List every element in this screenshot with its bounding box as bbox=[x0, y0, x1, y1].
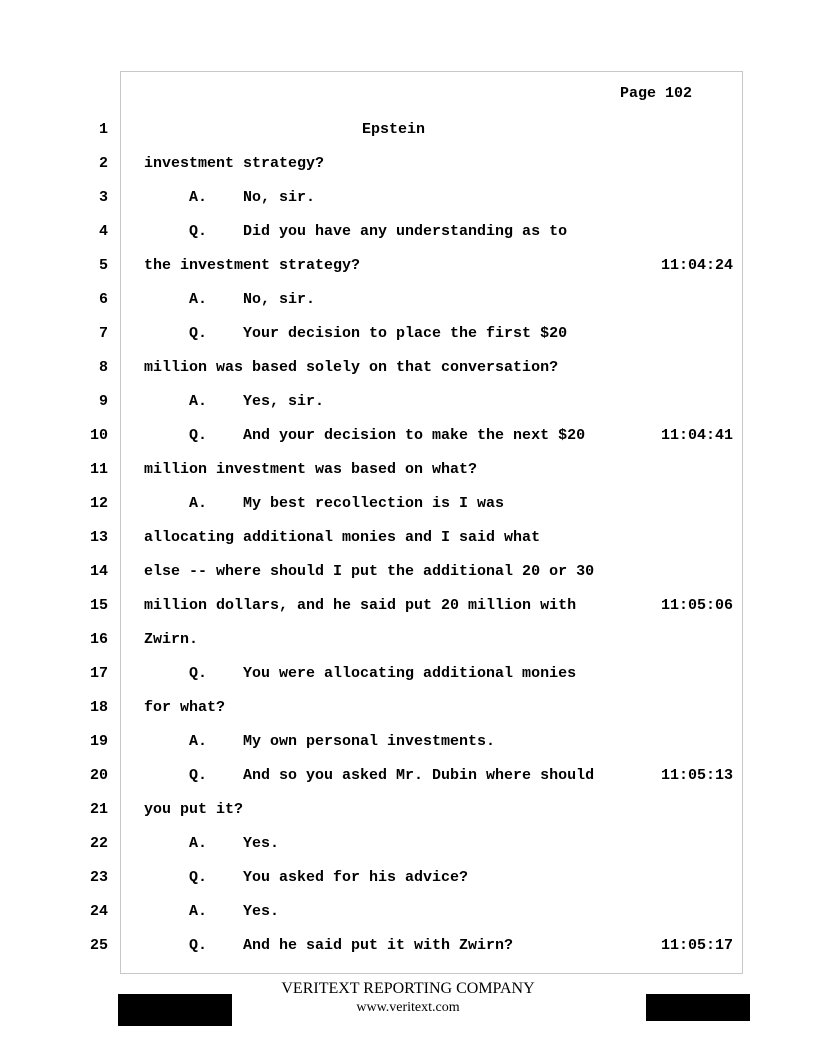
page-number: Page 102 bbox=[620, 85, 693, 102]
transcript-line bbox=[0, 291, 816, 311]
transcript-line bbox=[0, 529, 816, 549]
transcript-line bbox=[0, 461, 816, 481]
line-text: A. Yes. bbox=[144, 835, 280, 852]
transcript-line bbox=[0, 427, 816, 447]
transcript-line bbox=[0, 121, 816, 141]
transcript-line bbox=[0, 903, 816, 923]
line-number: 20 bbox=[89, 767, 108, 784]
footer-url: www.veritext.com bbox=[356, 1000, 460, 1015]
transcript-line bbox=[0, 937, 816, 957]
transcript-line bbox=[0, 189, 816, 209]
line-text: investment strategy? bbox=[144, 155, 325, 172]
line-number: 22 bbox=[89, 835, 108, 852]
line-number: 1 bbox=[98, 121, 108, 138]
line-number: 7 bbox=[98, 325, 108, 342]
line-text: A. My best recollection is I was bbox=[144, 495, 505, 512]
line-text: allocating additional monies and I said what bbox=[144, 529, 541, 546]
footer-company: VERITEXT REPORTING COMPANY bbox=[281, 980, 535, 997]
line-number: 25 bbox=[89, 937, 108, 954]
line-text: Q. Did you have any understanding as to bbox=[144, 223, 568, 240]
line-text: A. No, sir. bbox=[144, 291, 316, 308]
transcript-line bbox=[0, 393, 816, 413]
line-number: 8 bbox=[98, 359, 108, 376]
transcript-line bbox=[0, 597, 816, 617]
line-text: Q. You asked for his advice? bbox=[144, 869, 469, 886]
line-text: Q. And he said put it with Zwirn? bbox=[144, 937, 514, 954]
line-text: A. Yes. bbox=[144, 903, 280, 920]
transcript-line bbox=[0, 359, 816, 379]
line-text: A. My own personal investments. bbox=[144, 733, 496, 750]
line-number: 18 bbox=[89, 699, 108, 716]
transcript-line bbox=[0, 495, 816, 515]
line-text: Q. And your decision to make the next $20 bbox=[144, 427, 586, 444]
line-number: 10 bbox=[89, 427, 108, 444]
line-text: A. Yes, sir. bbox=[144, 393, 325, 410]
line-number: 2 bbox=[98, 155, 108, 172]
line-number: 12 bbox=[89, 495, 108, 512]
transcript-line bbox=[0, 257, 816, 277]
transcript-line bbox=[0, 325, 816, 345]
line-text: for what? bbox=[144, 699, 226, 716]
line-number: 13 bbox=[89, 529, 108, 546]
line-number: 17 bbox=[89, 665, 108, 682]
transcript-line bbox=[0, 699, 816, 719]
timestamp: 11:05:06 bbox=[661, 597, 734, 614]
timestamp: 11:04:41 bbox=[661, 427, 734, 444]
timestamp: 11:04:24 bbox=[661, 257, 734, 274]
timestamp: 11:05:17 bbox=[661, 937, 734, 954]
transcript-line bbox=[0, 563, 816, 583]
line-text: Q. And so you asked Mr. Dubin where should bbox=[144, 767, 595, 784]
transcript-line bbox=[0, 223, 816, 243]
line-number: 4 bbox=[98, 223, 108, 240]
line-text: else -- where should I put the additional 20 or 30 bbox=[144, 563, 595, 580]
transcript-line bbox=[0, 733, 816, 753]
line-text: Q. Your decision to place the first $20 bbox=[144, 325, 568, 342]
line-number: 9 bbox=[98, 393, 108, 410]
line-text: Q. You were allocating additional monies bbox=[144, 665, 577, 682]
transcript-line bbox=[0, 869, 816, 889]
line-text: Epstein bbox=[362, 121, 426, 138]
transcript-line bbox=[0, 665, 816, 685]
line-text: the investment strategy? bbox=[144, 257, 361, 274]
line-number: 24 bbox=[89, 903, 108, 920]
transcript-line bbox=[0, 835, 816, 855]
line-text: Zwirn. bbox=[144, 631, 199, 648]
redaction-box-left bbox=[118, 994, 232, 1026]
line-number: 6 bbox=[98, 291, 108, 308]
transcript-line bbox=[0, 767, 816, 787]
transcript-line bbox=[0, 631, 816, 651]
line-number: 16 bbox=[89, 631, 108, 648]
line-number: 11 bbox=[89, 461, 108, 478]
line-text: million was based solely on that conversation? bbox=[144, 359, 559, 376]
line-number: 21 bbox=[89, 801, 108, 818]
line-text: million investment was based on what? bbox=[144, 461, 478, 478]
line-number: 14 bbox=[89, 563, 108, 580]
line-number: 23 bbox=[89, 869, 108, 886]
line-text: million dollars, and he said put 20 million with bbox=[144, 597, 577, 614]
line-text: you put it? bbox=[144, 801, 244, 818]
line-number: 19 bbox=[89, 733, 108, 750]
transcript-line bbox=[0, 801, 816, 821]
line-number: 15 bbox=[89, 597, 108, 614]
redaction-box-right bbox=[646, 994, 750, 1021]
line-number: 5 bbox=[98, 257, 108, 274]
transcript-line bbox=[0, 155, 816, 175]
line-number: 3 bbox=[98, 189, 108, 206]
timestamp: 11:05:13 bbox=[661, 767, 734, 784]
line-text: A. No, sir. bbox=[144, 189, 316, 206]
